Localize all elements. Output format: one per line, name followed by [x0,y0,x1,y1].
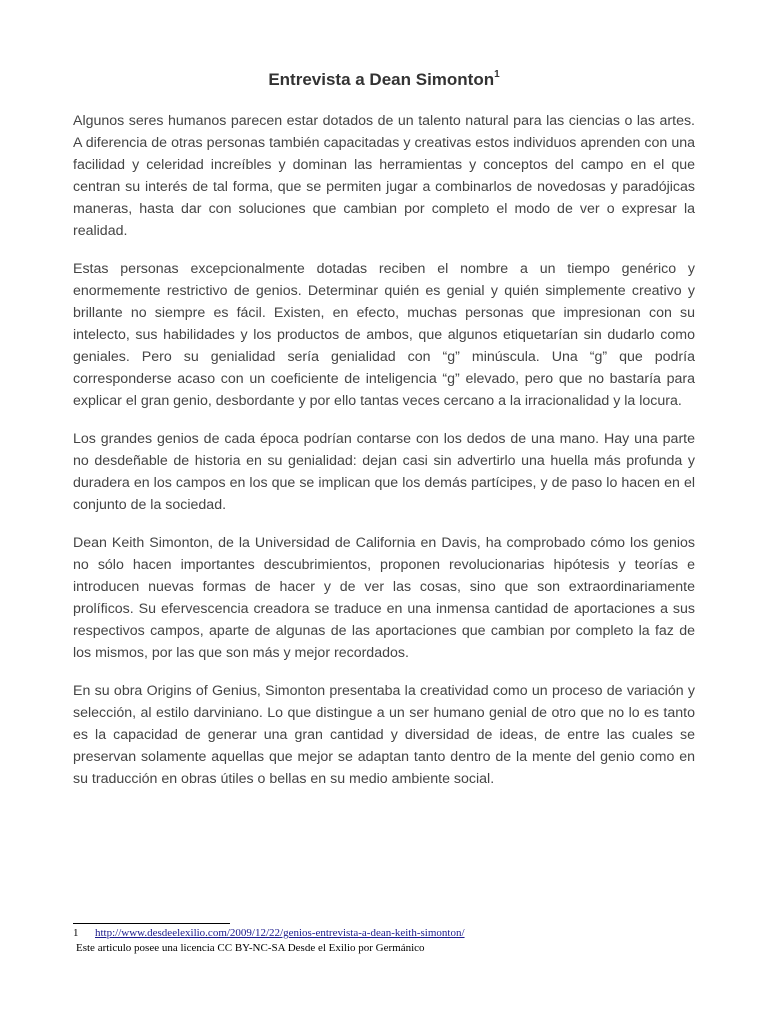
footnote-license-text: Este articulo posee una licencia CC BY-NC-SA Desde el Exilio por Germánico [76,942,425,954]
paragraph-2: Estas personas excepcionalmente dotadas reciben el nombre a un tiempo genérico y enormemente restrictivo de genios. Determinar quién es genial y quién simplemente creativo y brillante no siempre es fácil. Existen, en efecto, muchas personas que impresionan con su intelecto, sus habilidades y los productos de ambos, que algunos etiquetarían sin dudarlo como geniales. Pero su genialidad sería genialidad con “g” minúscula. Una “g” que podría corresponderse acaso con un coeficiente de inteligencia “g” elevado, pero que no bastaría para explicar el gran genio, desbordante y por ello tantas veces cercano a la irracionalidad y la locura. [73,261,695,409]
page-title [0,70,768,90]
title-footnote-marker[interactable]: 1 [494,69,500,80]
paragraph-3: Los grandes genios de cada época podrían contarse con los dedos de una mano. Hay una parte no desdeñable de historia en su genialidad: dejan casi sin advertirlo una huella más profunda y duradera en los campos en los que se implican que los demás partícipes, y de paso lo hacen en el conjunto de la sociedad. [73,431,695,513]
footnote-source-link[interactable]: http://www.desdeelexilio.com/2009/12/22/genios-entrevista-a-dean-keith-simonton/ [95,927,465,939]
title-text: Entrevista a Dean Simonton [268,70,495,89]
footnote [73,926,723,956]
footnote-separator [73,923,230,924]
paragraph-4: Dean Keith Simonton, de la Universidad de California en Davis, ha comprobado cómo los genios no sólo hacen importantes descubrimientos, proponen revolucionarias hipótesis y teorías e introducen nuevas formas de hacer y de ver las cosas, sino que son extraordinariamente prolíficos. Su efervescencia creadora se traduce en una inmensa cantidad de aportaciones a sus respectivos campos, aparte de algunas de las aportaciones que cambian por completo la faz de los mismos, por las que son más y mejor recordados. [73,535,695,661]
paragraph-5: En su obra Origins of Genius, Simonton presentaba la creatividad como un proceso de variación y selección, al estilo darviniano. Lo que distingue a un ser humano genial de otro que no lo es tanto es la capacidad de generar una gran cantidad y diversidad de ideas, de entre las cuales se preservan solamente aquellas que mejor se adaptan tanto dentro de la mente del genio como en su traducción en obras útiles o bellas en su medio ambiente social. [73,683,695,787]
article-body [73,110,695,806]
paragraph-1: Algunos seres humanos parecen estar dotados de un talento natural para las ciencias o las artes. A diferencia de otras personas también capacitadas y creativas estos individuos aprenden con una facilidad y celeridad increíbles y dominan las herramientas y conceptos del campo en el que centran su interés de tal forma, que se permiten jugar a combinarlos de novedosas y paradójicas maneras, hasta dar con soluciones que cambian por completo el modo de ver o expresar la realidad. [73,113,695,239]
footnote-number: 1 [73,927,79,939]
